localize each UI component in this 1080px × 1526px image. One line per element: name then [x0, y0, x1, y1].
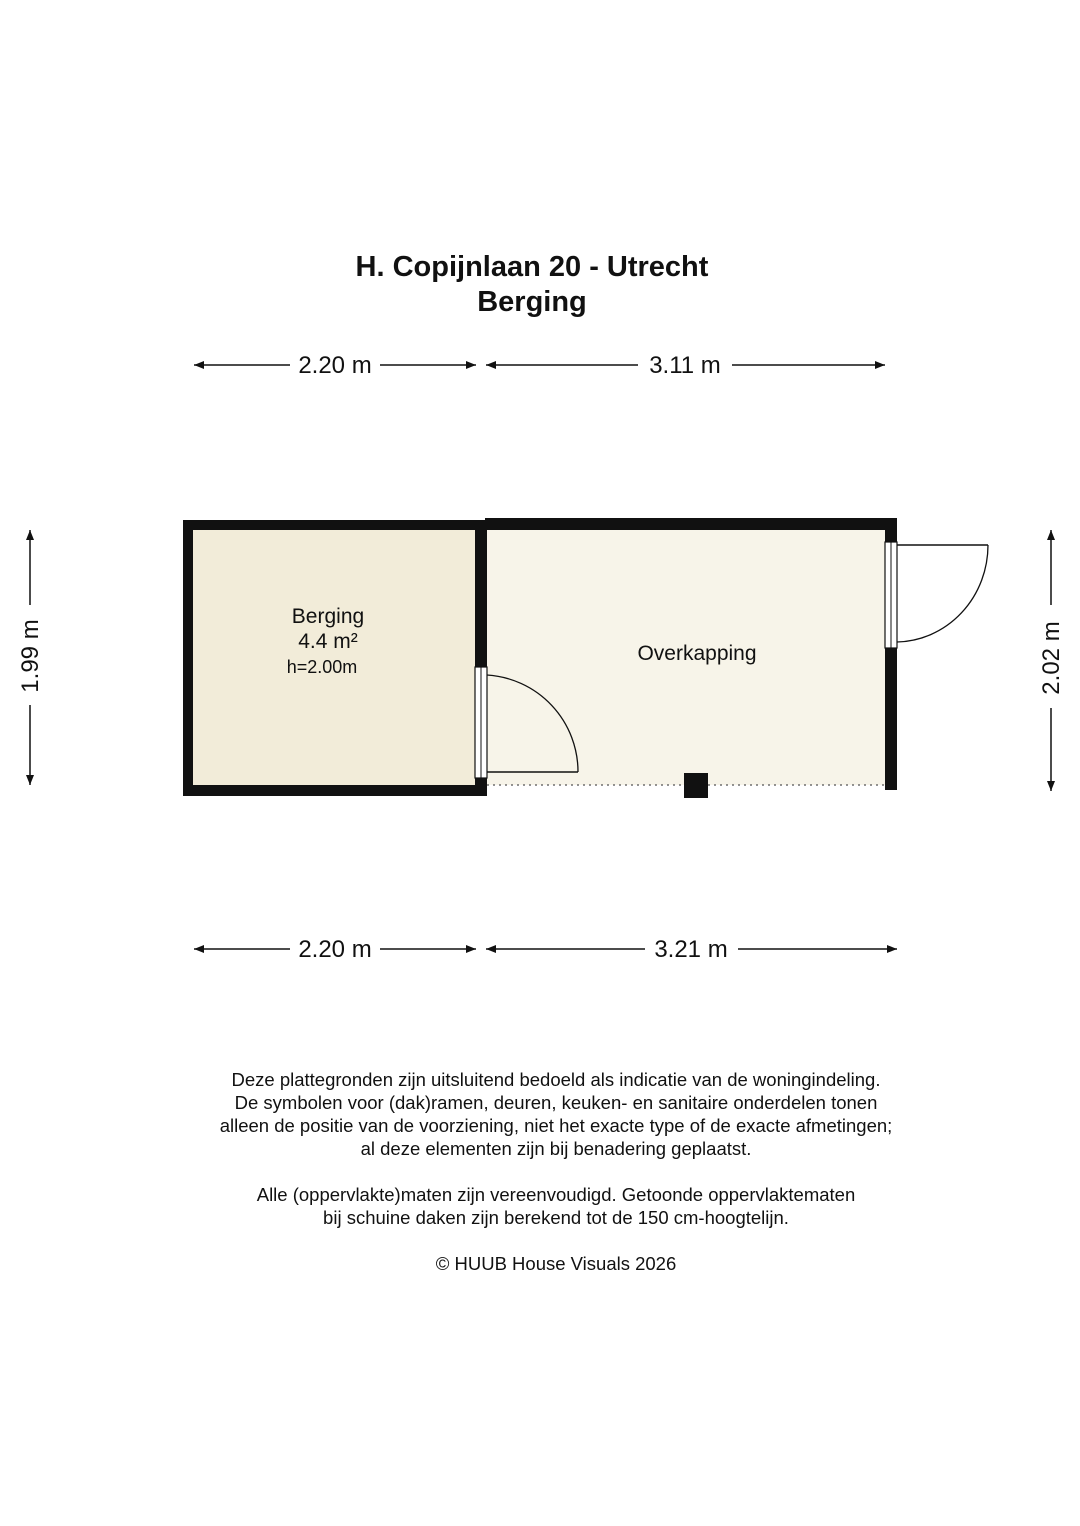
wall [485, 518, 897, 530]
plan-subtitle: Berging [477, 286, 587, 318]
dimension-right [1038, 530, 1065, 791]
wall [475, 520, 487, 667]
wall [183, 520, 193, 796]
dimension-label: 3.21 m [654, 936, 728, 963]
disclaimer-paragraph [0, 1068, 1080, 1160]
dimension-bottom-left [194, 936, 476, 963]
disclaimer-paragraph [0, 1183, 1080, 1229]
room-berging-area: 4.4 m² [298, 630, 358, 653]
wall [183, 520, 487, 530]
dimension-label: 2.20 m [298, 936, 372, 963]
plan-title: H. Copijnlaan 20 - Utrecht [355, 251, 709, 283]
dimension-label: 1.99 m [17, 619, 44, 693]
room-berging-name: Berging [291, 605, 365, 628]
dimension-label: 3.11 m [649, 352, 721, 379]
disclaimer-line: al deze elementen zijn bij benadering geplaatst. [360, 1138, 752, 1159]
door-right [885, 542, 988, 648]
wall [885, 518, 897, 542]
dimension-bottom-right [486, 936, 897, 963]
room-overkapping-name: Overkapping [637, 642, 757, 665]
copyright-notice: © HUUB House Visuals 2026 [435, 1253, 677, 1274]
column [684, 773, 708, 798]
disclaimer-line: De symbolen voor (dak)ramen, deuren, keuken- en sanitaire onderdelen tonen [234, 1092, 878, 1113]
wall [475, 778, 487, 796]
disclaimer-line: alleen de positie van de voorziening, niet het exacte type of de exacte afmetingen; [219, 1115, 893, 1136]
disclaimer-line: bij schuine daken zijn berekend tot de 150 cm-hoogtelijn. [323, 1207, 789, 1228]
dimension-top-left [194, 352, 476, 379]
dimension-left [17, 530, 44, 785]
disclaimer-line: Alle (oppervlakte)maten zijn vereenvoudigd. Getoonde oppervlaktematen [256, 1184, 856, 1205]
room-berging-height: h=2.00m [286, 657, 358, 677]
dimension-label: 2.20 m [298, 352, 372, 379]
dimension-top-right [486, 352, 885, 379]
wall [885, 648, 897, 790]
wall [183, 785, 487, 796]
dimension-label: 2.02 m [1038, 621, 1065, 695]
disclaimer-line: Deze plattegronden zijn uitsluitend bedoeld als indicatie van de woningindeling. [231, 1069, 881, 1090]
